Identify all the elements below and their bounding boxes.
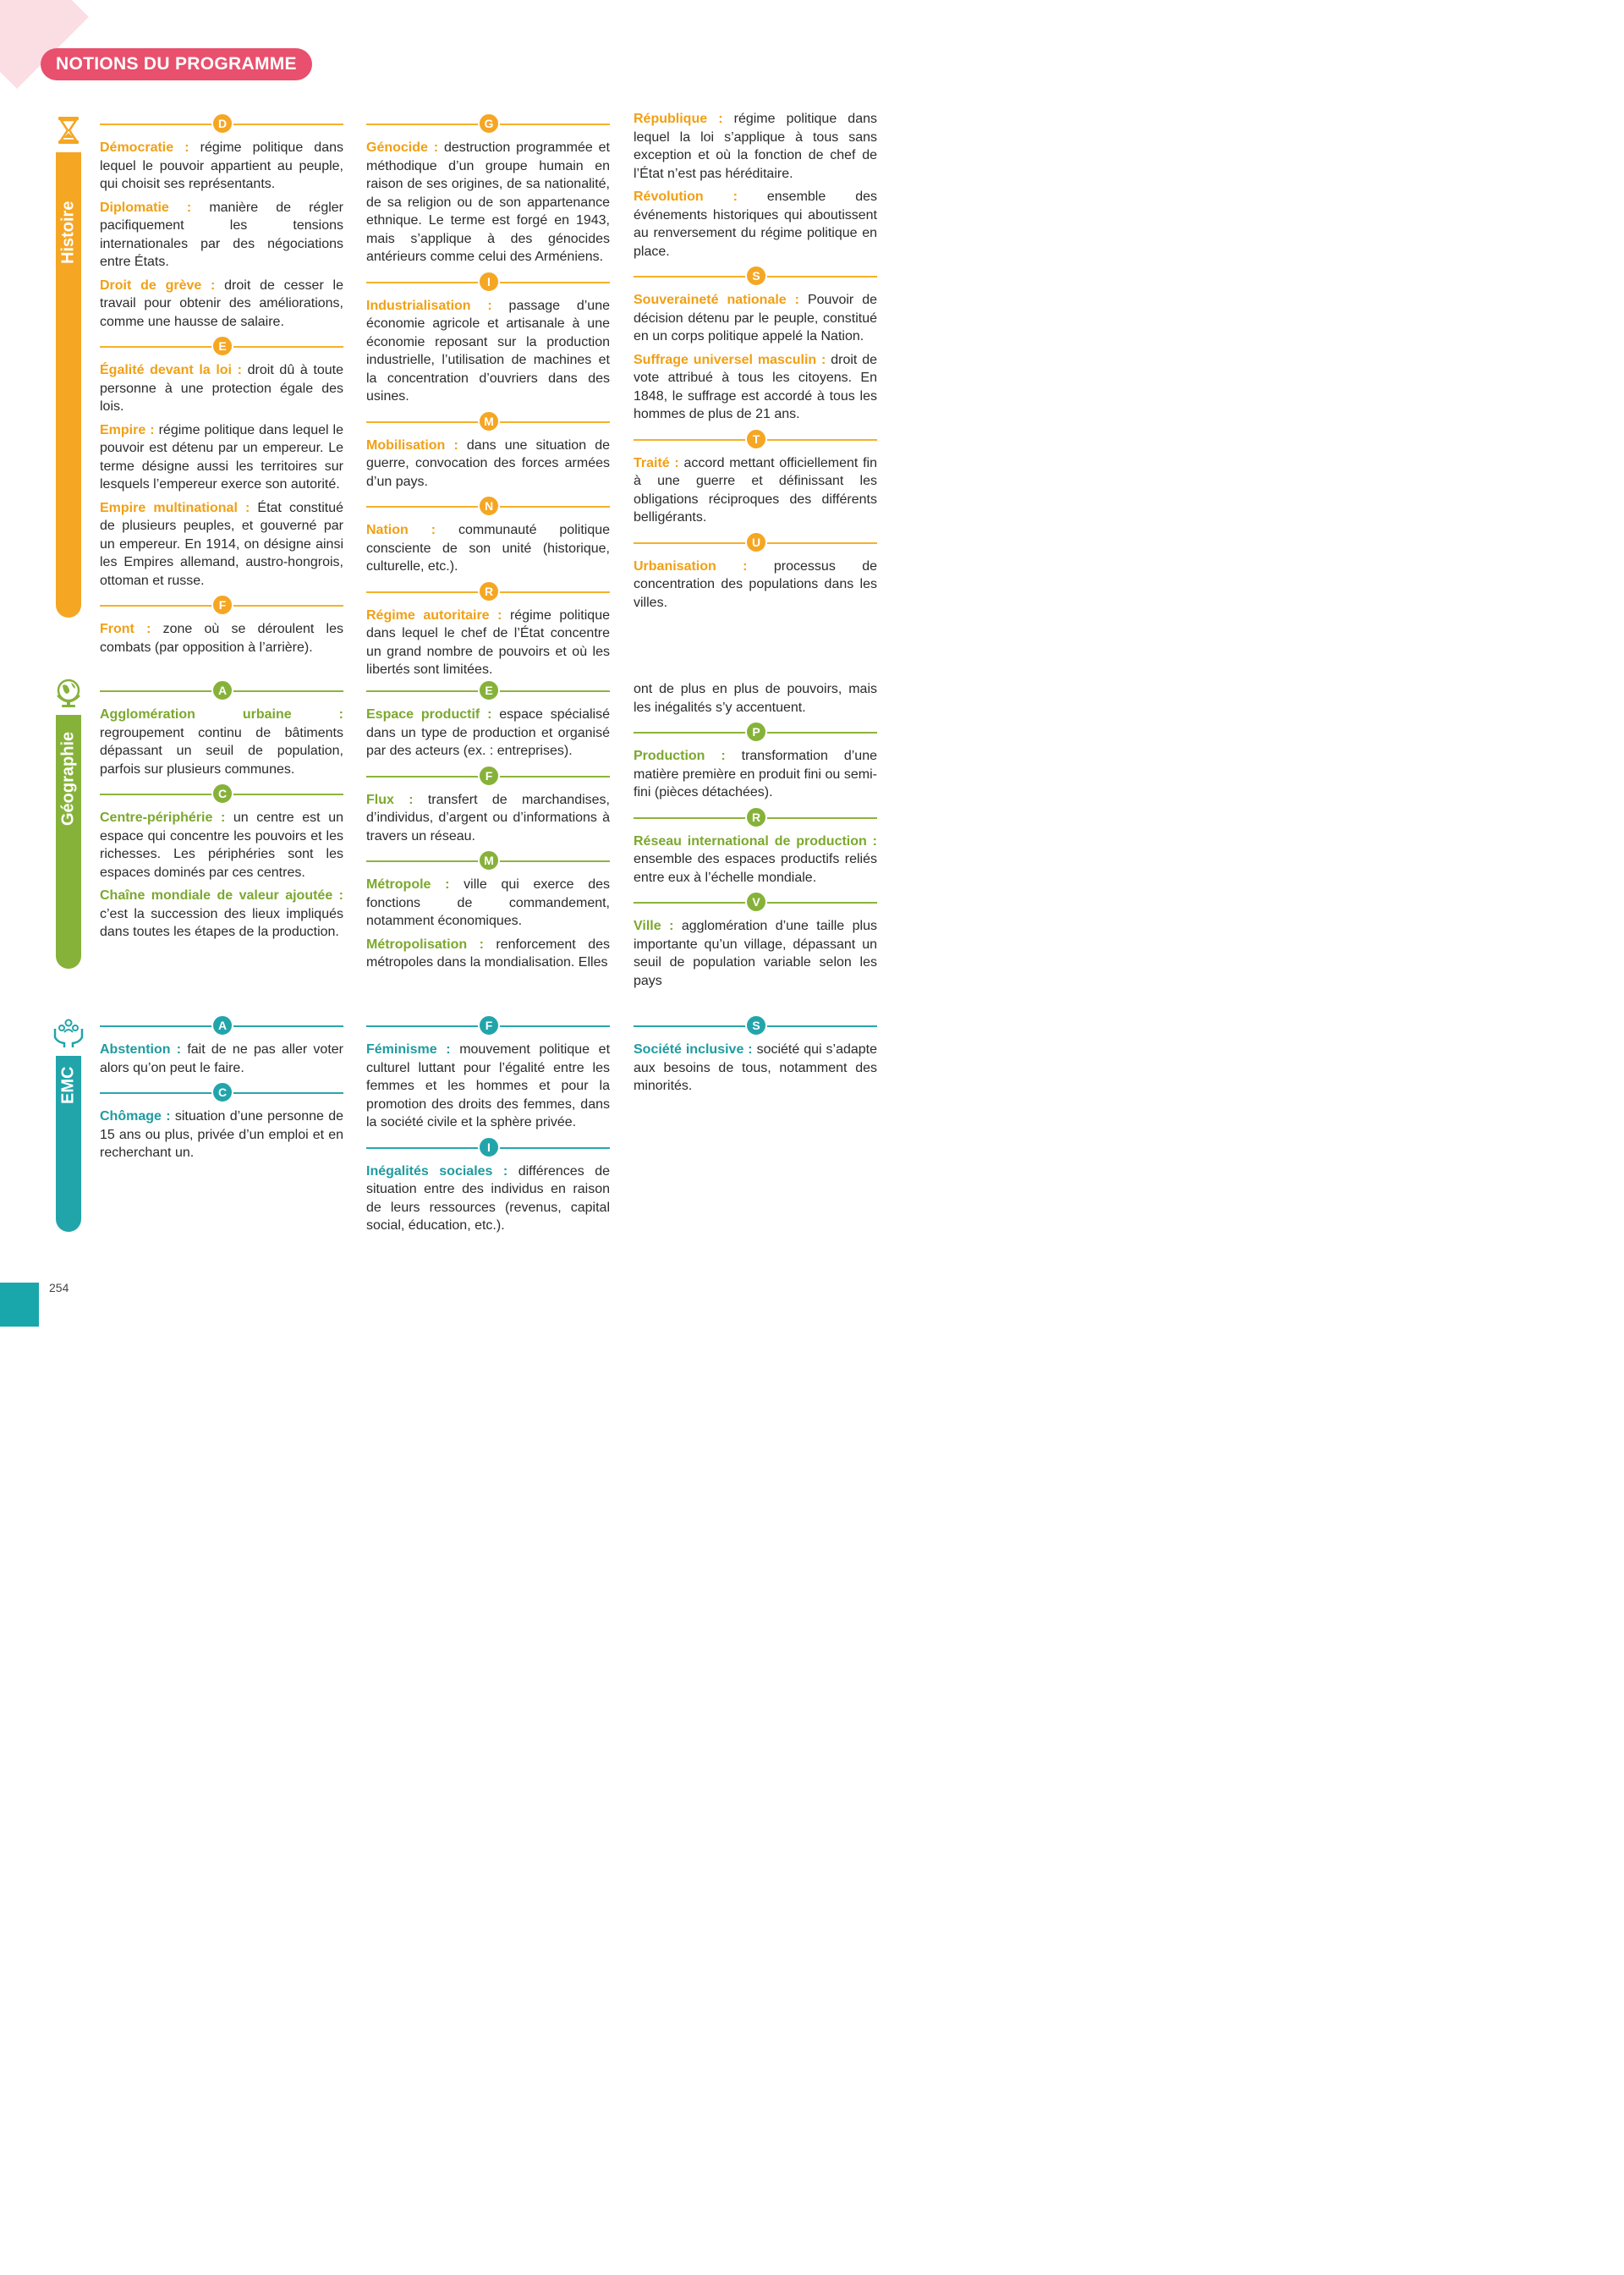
definition-entry: Ville : agglomération d’une taille plus importante qu’un village, dépassant un seuil de population variable selon les pays	[634, 919, 878, 988]
letter-badge: R	[478, 580, 500, 602]
geographie-column-3	[634, 680, 877, 995]
definition-entry: Égalité devant la loi : droit dû à toute personne à une protection égale des lois.	[100, 363, 343, 414]
definition-entry: Mobilisation : dans une situation de guerre, convocation des forces armées d’un pays.	[366, 437, 611, 489]
emc-column-3	[634, 1015, 877, 1101]
definition-entry: République : régime politique dans lequel la loi s’applique à tous sans exception et où la fonction de chef de l’État n’est pas héréditaire.	[634, 112, 877, 181]
letter-badge: F	[211, 594, 233, 616]
geographie-label: Géographie	[58, 731, 78, 826]
letter-badge: E	[211, 335, 233, 357]
letter-divider-c	[100, 783, 343, 805]
definition-entry: Inégalités sociales : différences de situation entre des individus en raison de leurs ressources (revenus, capital social, éducation, etc.).	[366, 1163, 610, 1233]
definition-entry: Révolution : ensemble des événements historiques qui aboutissent au renversement du régime politique en place.	[634, 190, 877, 259]
definition-entry: Droit de grève : droit de cesser le travail pour obtenir des améliorations, comme une hausse de salaire.	[100, 278, 344, 329]
definition-entry: Production : transformation d’une matière première en produit fini ou semi-fini (pièces détachées).	[634, 749, 877, 800]
histoire-label: Histoire	[58, 201, 78, 265]
emc-tab	[56, 1056, 81, 1232]
letter-divider-a	[100, 680, 343, 702]
definition-entry: Centre-périphérie : un centre est un espace qui concentre les pouvoirs et les richesses. Les périphéries sont les espaces dominés par ces centres.	[100, 811, 344, 880]
definition-entry: Suffrage universel masculin : droit de vote attribué à tous les citoyens. En 1848, le suffrage est accordé à tous les hommes de plus de 21 ans.	[634, 352, 878, 421]
letter-divider-s	[634, 1015, 877, 1037]
definition-entry: Chaîne mondiale de valeur ajoutée : c’est la succession des lieux impliqués dans toutes les étapes de la production.	[100, 888, 343, 939]
letter-badge: T	[745, 428, 767, 450]
letter-divider-g	[366, 113, 610, 135]
geographie-column-2	[366, 680, 610, 977]
definition-entry: Génocide : destruction programmée et méthodique d’un groupe humain en raison de ses origines, de sa nationalité, de sa religion ou de son appartenance ethnique. Le terme est forgé en 1943, mais s’applique à des génocides antérieurs comme celui des Arméniens.	[366, 140, 610, 264]
letter-badge: V	[745, 891, 767, 913]
letter-divider-p	[634, 722, 877, 744]
letter-divider-i	[366, 272, 610, 294]
histoire-column-3	[634, 110, 877, 617]
letter-badge: I	[478, 1136, 500, 1158]
letter-badge: S	[745, 1014, 767, 1036]
people-hands-icon	[52, 1017, 85, 1049]
letter-divider-r	[366, 581, 610, 603]
letter-divider-c	[100, 1082, 343, 1104]
letter-badge: M	[478, 410, 500, 432]
histoire-column-1	[100, 113, 343, 662]
letter-badge: A	[211, 1014, 233, 1036]
letter-divider-r	[634, 807, 877, 829]
emc-column-1	[100, 1015, 343, 1168]
definition-entry: Société inclusive : société qui s’adapte aux besoins de tous, notamment des minorités.	[634, 1042, 878, 1093]
letter-badge: D	[211, 113, 233, 135]
letter-divider-f	[366, 1015, 610, 1037]
page-title: NOTIONS DU PROGRAMME	[41, 48, 312, 80]
page-number: 254	[49, 1281, 69, 1294]
histoire-column-2	[366, 113, 610, 684]
letter-divider-d	[100, 113, 343, 135]
hourglass-icon	[52, 114, 85, 146]
definition-entry: Empire : régime politique dans lequel le pouvoir est détenu par un empereur. Le terme désigne aussi les territoires sur lesquels l’empereur exerce son autorité.	[100, 422, 344, 492]
geographie-tab	[56, 715, 81, 969]
letter-divider-u	[634, 532, 877, 554]
globe-icon	[52, 677, 85, 709]
definition-entry: Métropole : ville qui exerce des fonctions de commandement, notamment économiques.	[366, 877, 611, 928]
definition-entry: Nation : communauté politique consciente de son unité (historique, culturelle, etc.).	[366, 523, 611, 574]
definition-entry: Démocratie : régime politique dans lequel le pouvoir appartient au peuple, qui choisit ses représentants.	[100, 140, 343, 191]
letter-divider-e	[366, 680, 610, 702]
definition-entry: Industrialisation : passage d’une économie agricole et artisanale à une économie reposant sur la production industrielle, l’utilisation de machines et la concentration d’ouvriers dans des usines.	[366, 298, 610, 404]
letter-badge: E	[478, 679, 500, 701]
emc-column-2	[366, 1015, 610, 1240]
letter-divider-f	[100, 595, 343, 617]
definition-entry: Flux : transfert de marchandises, d’individus, d’argent ou d’informations à travers un réseau.	[366, 792, 610, 844]
letter-badge: C	[211, 1081, 233, 1103]
letter-divider-v	[634, 892, 877, 914]
histoire-tab	[56, 152, 81, 618]
definition-entry: Chômage : situation d’une personne de 15 ans ou plus, privée d’un emploi et en recherchant un.	[100, 1109, 343, 1160]
definition-entry: Souveraineté nationale : Pouvoir de décision détenu par le peuple, constitué en un corps politique appelé la Nation.	[634, 293, 877, 343]
letter-divider-m	[366, 850, 610, 872]
letter-badge: R	[745, 806, 767, 828]
definition-entry: Front : zone où se déroulent les combats (par opposition à l’arrière).	[100, 622, 343, 655]
letter-divider-e	[100, 336, 343, 358]
letter-divider-n	[366, 496, 610, 518]
letter-badge: N	[478, 495, 500, 517]
geographie-column-1	[100, 680, 343, 947]
letter-badge: F	[478, 1014, 500, 1036]
letter-divider-t	[634, 429, 877, 451]
definition-entry: Empire multinational : État constitué de plusieurs peuples, et gouverné par un empereur. En 1914, on désigne ainsi les Empires allemand, austro-hongrois, ottoman et russe.	[100, 500, 343, 588]
definition-entry: Agglomération urbaine : regroupement continu de bâtiments dépassant un seuil de population, parfois sur plusieurs communes.	[100, 707, 343, 777]
definition-entry: Métropolisation : renforcement des métropoles dans la mondialisation. Elles	[366, 937, 610, 970]
letter-badge: F	[478, 765, 500, 787]
definition-entry: Féminisme : mouvement politique et culturel luttant pour l’égalité entre les femmes et les hommes et pour la promotion des droits des femmes, dans la société civile et la sphère privée.	[366, 1042, 611, 1129]
letter-divider-f	[366, 766, 610, 788]
letter-badge: M	[478, 849, 500, 871]
letter-badge: C	[211, 783, 233, 805]
letter-badge: P	[745, 721, 767, 743]
letter-badge: G	[478, 113, 500, 135]
footer-color-block	[0, 1283, 39, 1327]
emc-label: EMC	[58, 1066, 78, 1105]
definition-entry: Espace productif : espace spécialisé dans un type de production et organisé par des acteurs (ex. : entreprises).	[366, 707, 610, 758]
definition-entry: Diplomatie : manière de régler pacifiquement les tensions internationales par des négociations entre États.	[100, 200, 344, 269]
definition-entry: Réseau international de production : ensemble des espaces productifs reliés entre eux à l’échelle mondiale.	[634, 833, 877, 885]
letter-divider-s	[634, 266, 877, 288]
letter-badge: A	[211, 679, 233, 701]
letter-divider-m	[366, 411, 610, 433]
definition-entry: Traité : accord mettant officiellement fin à une guerre et définissant les obligations réciproques des différents belligérants.	[634, 455, 877, 525]
definition-entry: Régime autoritaire : régime politique dans lequel le chef de l’État concentre un grand nombre de pouvoirs et où les libertés sont limitées.	[366, 607, 610, 677]
letter-badge: I	[478, 271, 500, 293]
definition-entry: Urbanisation : processus de concentration des populations dans les villes.	[634, 558, 878, 610]
letter-divider-a	[100, 1015, 343, 1037]
definition-continuation: ont de plus en plus de pouvoirs, mais les inégalités s’y accentuent.	[634, 682, 877, 715]
letter-badge: S	[745, 265, 767, 287]
letter-divider-i	[366, 1137, 610, 1159]
letter-badge: U	[745, 531, 767, 553]
definition-entry: Abstention : fait de ne pas aller voter alors qu’on peut le faire.	[100, 1042, 343, 1075]
